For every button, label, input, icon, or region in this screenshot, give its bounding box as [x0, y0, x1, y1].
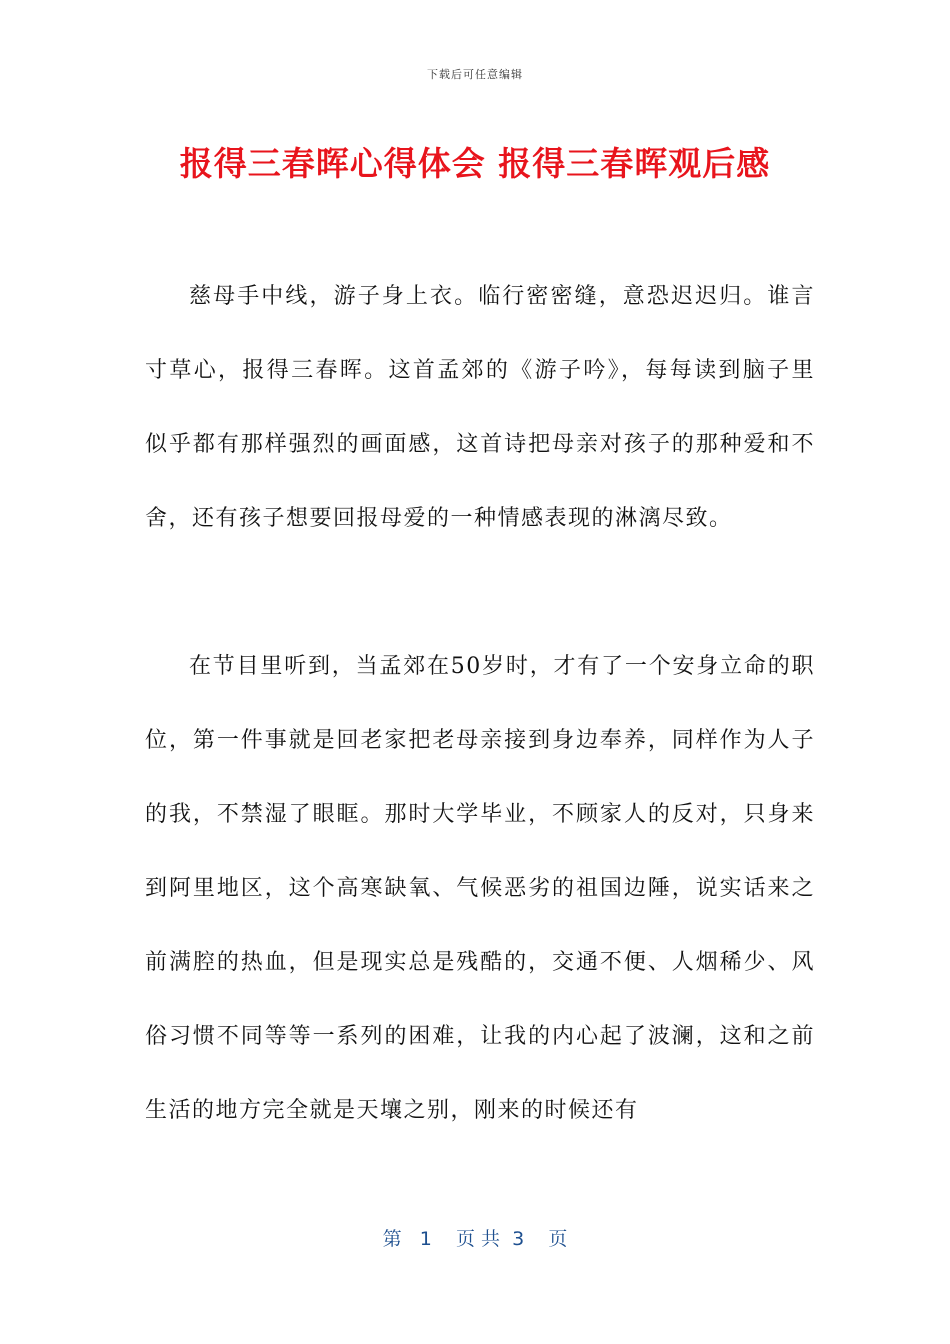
paragraph-block [145, 630, 815, 1148]
document-title: 报得三春晖心得体会 报得三春晖观后感 [179, 144, 771, 183]
body-paragraph: 慈母手中线，游子身上衣。临行密密缝，意恐迟迟归。谁言寸草心，报得三春晖。这首孟郊的《游子吟》，每每读到脑子里似乎都有那样强烈的画面感，这首诗把母亲对孩子的那种爱和不舍，还有孩子想要回报母爱的一种情感表现的淋漓尽致。 [145, 284, 815, 531]
page-number-footer: 第 1 页 共 3 页 [382, 1228, 568, 1250]
body-paragraph: 在节目里听到，当孟郊在50岁时，才有了一个安身立命的职位，第一件事就是回老家把老母亲接到身边奉养，同样作为人子的我，不禁湿了眼眶。那时大学毕业，不顾家人的反对，只身来到阿里地区，这个高寒缺氧、气候恶劣的祖国边陲，说实话来之前满腔的热血，但是现实总是残酷的，交通不便、人烟稀少、风俗习惯不同等等一系列的困难，让我的内心起了波澜，这和之前生活的地方完全就是天壤之别，刚来的时候还有 [145, 654, 815, 1123]
paragraph-block [145, 260, 815, 556]
header-note: 下载后可任意编辑 [427, 68, 523, 81]
